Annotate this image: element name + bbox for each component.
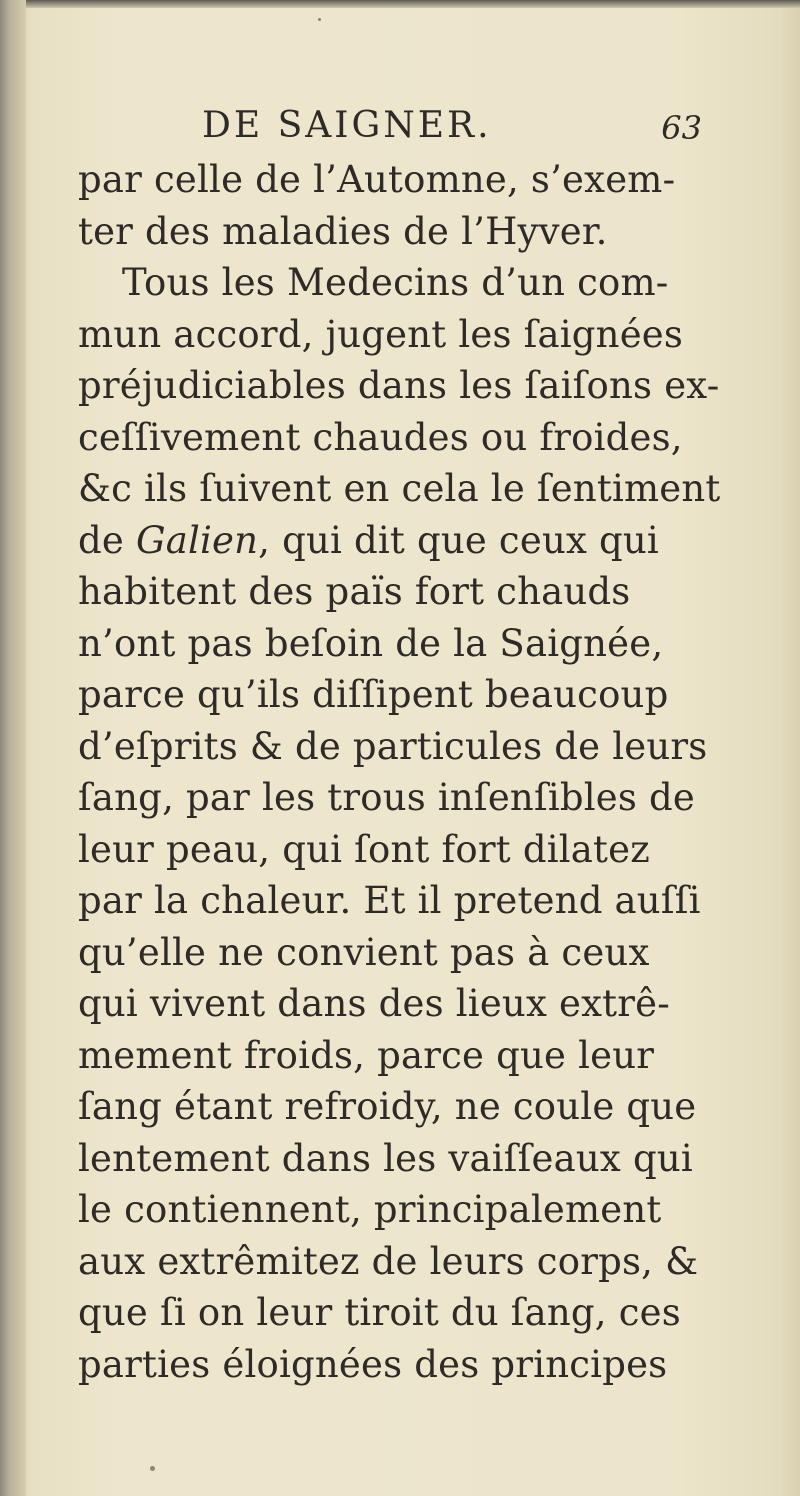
page-number: 63	[661, 109, 702, 147]
text-line-12: d’eſprits & de particules de leurs	[78, 724, 708, 768]
paper-speck	[150, 1466, 155, 1471]
text-line-23: que ſi on leur tiroit du ſang, ces	[78, 1291, 681, 1334]
text-line-10: n’ont pas beſoin de la Saignée,	[78, 621, 664, 665]
text-line-18: mement froids, parce que leur	[78, 1033, 655, 1077]
text-line-4: mun accord, jugent les ſaignées	[78, 312, 684, 356]
page-gutter-shadow	[0, 0, 26, 1496]
text-line-3: Tous les Medecins d’un com-	[122, 261, 669, 304]
text-line-9: habitent des païs fort chauds	[78, 570, 631, 613]
text-line-16: qu’elle ne convient pas à ceux	[78, 930, 650, 974]
text-line-5: préjudiciables dans les ſaiſons ex-	[78, 364, 720, 407]
text-line-8-post: , qui dit que ceux qui	[258, 518, 659, 562]
text-line-2: ter des maladies de l’Hyver.	[78, 209, 608, 253]
text-line-7: &c ils ſuivent en cela le ſentiment	[78, 467, 721, 510]
running-title: DE SAIGNER.	[202, 105, 492, 146]
text-line-14: leur peau, qui ſont fort dilatez	[78, 827, 650, 871]
text-line-15: par la chaleur. Et il pretend auſſi	[78, 879, 701, 922]
galien-name: Galien	[135, 518, 259, 562]
text-line-1: par celle de l’Automne, s’exem-	[78, 158, 676, 201]
text-line-11: parce qu’ils diſſipent beaucoup	[78, 673, 669, 716]
running-head	[78, 104, 710, 154]
text-line-8-pre: de	[78, 518, 136, 562]
text-line-8	[78, 515, 710, 567]
text-line-6: ceſſivement chaudes ou froides,	[78, 415, 683, 459]
text-line-20: lentement dans les vaiſſeaux qui	[78, 1136, 693, 1180]
text-line-19: ſang étant refroidy, ne coule que	[78, 1085, 697, 1128]
page-top-edge	[0, 0, 800, 8]
text-line-22: aux extrêmitez de leurs corps, &	[78, 1239, 699, 1283]
text-line-24: parties éloignées des principes	[78, 1342, 668, 1386]
page-text	[78, 104, 721, 1390]
text-line-13: ſang, par les trous inſenſibles de	[78, 776, 696, 819]
text-line-17: qui vivent dans des lieux extrê-	[78, 982, 670, 1025]
paper-speck	[318, 18, 321, 21]
text-line-21: le contiennent, principalement	[78, 1188, 662, 1231]
